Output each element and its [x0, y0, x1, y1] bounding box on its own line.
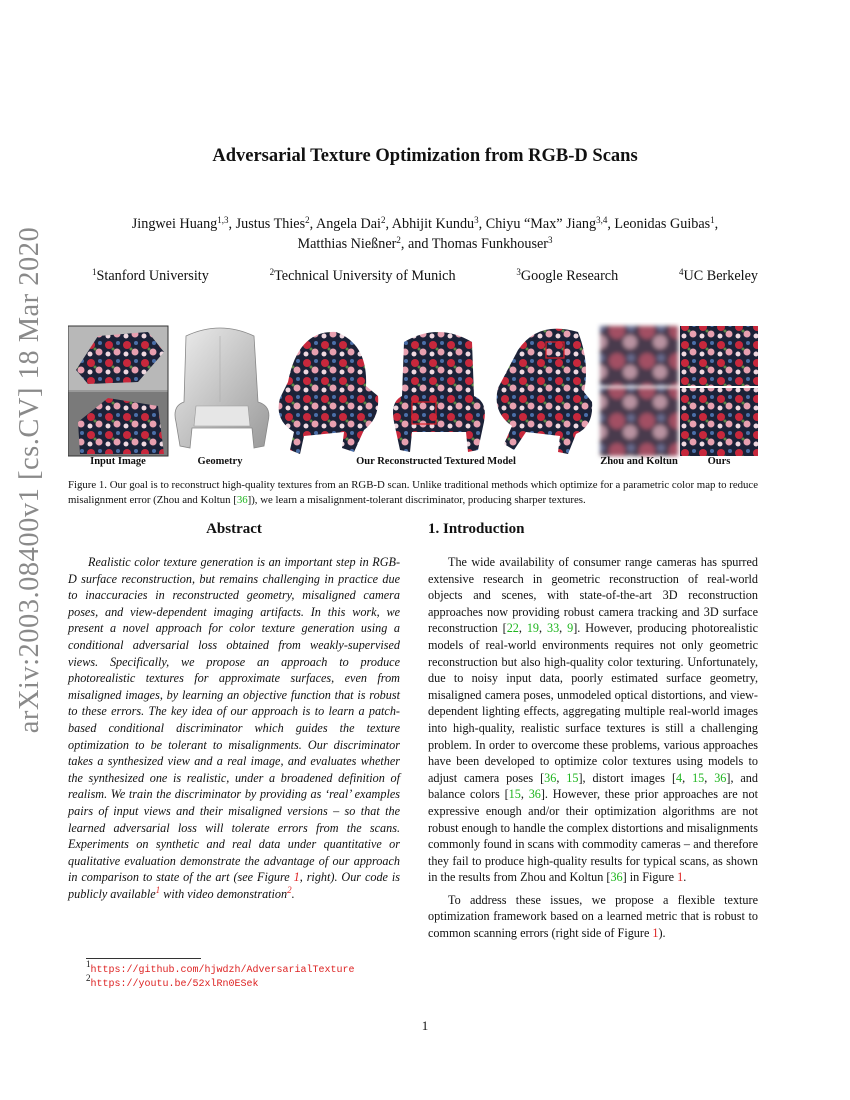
geometry-chair — [175, 328, 269, 448]
abstract-body: Realistic color texture generation is an important step in RGB-D surface reconstruction, but remains challenging in practice due to inaccuracies in reconstructed geometry, misaligned camera poses, and view-dependent imaging artifacts. In this work, we present a novel approach for color texture generation using a conditional adversarial loss obtained from weakly-supervised views. Specifically, we propose an approach to produce photorealistic textures for approximate surfaces, even from misaligned images, by learning an objective function that is robust to these errors. The key idea of our approach is to learn a patch-based conditional discriminator which guides the texture optimization to be tolerant to misalignments. Our discriminator takes a synthesized view and a real image, and evaluates whether the synthesized one is realistic, under a broadened definition of realism. We train the discriminator by providing as ‘real’ examples pairs of input views and their misaligned versions – so that the learned adversarial loss will tolerate errors from the scans. Experiments on synthetic and real data under quantitative or qualitative evaluation demonstrate the advantage of our approach in comparison to state of the art (see Figure 1, right). Our code is publicly available$^1$ with video demonstration$^2$. — [68, 555, 400, 901]
figure-ref-link[interactable]: 1 — [677, 870, 684, 885]
textured-chair-2 — [393, 332, 485, 452]
arxiv-sidebar — [10, 226, 50, 734]
paper-title: Adversarial Texture Optimization from RGB-D Scans — [212, 146, 638, 166]
author: Angela Dai$^2$, — [315, 215, 392, 232]
footnote-ref-1[interactable]: 1 — [155, 884, 161, 895]
footnote-2: $^2$https://youtu.be/52xlRn0ESek — [86, 973, 259, 990]
footnote-1: $^1$https://github.com/hjwdzh/AdversarialTexture — [86, 959, 355, 976]
affiliation: $^1$Stanford University — [92, 267, 209, 284]
citation-link[interactable]: 36 — [714, 770, 727, 785]
citation-link[interactable]: 9 — [567, 621, 574, 636]
author: Thomas Funkhouser$^3$ — [431, 235, 553, 252]
affiliations — [70, 268, 780, 285]
footnote-divider — [86, 958, 201, 959]
author: Matthias Nießner$^2$, and — [297, 235, 432, 252]
citation-link[interactable]: 36 — [236, 494, 248, 506]
citation-link[interactable]: 15 — [692, 770, 705, 785]
figure-1 — [68, 322, 758, 472]
citation-link[interactable]: 36 — [528, 787, 541, 802]
citation-link[interactable]: 36 — [610, 870, 623, 885]
label-zhou-koltun: Zhou and Koltun — [600, 456, 678, 467]
label-reconstructed: Our Reconstructed Textured Model — [356, 456, 516, 467]
label-input-image: Input Image — [90, 456, 146, 467]
figure-1-graphic — [68, 322, 758, 472]
footnote-url[interactable]: https://youtu.be/52xlRn0ESek — [90, 979, 259, 990]
figure-ref-link[interactable]: 1 — [293, 870, 300, 885]
author: Abhijit Kundu$^3$, — [391, 215, 486, 232]
affiliation: $^3$Google Research — [516, 267, 619, 284]
author: Jingwei Huang$^{1,3}$, — [131, 215, 236, 232]
abstract-heading: Abstract — [206, 521, 262, 537]
introduction-heading: 1. Introduction — [428, 521, 525, 537]
label-geometry: Geometry — [197, 456, 243, 467]
arxiv-id: arXiv:2003.08400v1 [cs.CV] 18 Mar 2020 — [14, 226, 45, 734]
affiliation: $^2$Technical University of Munich — [269, 267, 456, 284]
introduction-body — [428, 554, 758, 948]
author: Leonidas Guibas$^1$, — [614, 215, 719, 232]
textured-chair-1 — [279, 332, 379, 454]
intro-paragraph-2: To address these issues, we propose a flexible texture optimization framework based on a learned metric that is robust to common scanning errors (right side of Figure 1). — [428, 892, 758, 941]
footnote-url[interactable]: https://github.com/hjwdzh/AdversarialTexture — [90, 965, 355, 976]
label-ours: Ours — [707, 456, 731, 467]
citation-link[interactable]: 19 — [526, 621, 540, 636]
citation-link[interactable]: 4 — [676, 770, 683, 785]
citation-link[interactable]: 15 — [566, 770, 579, 785]
zhou-koltun-crop-top — [600, 326, 678, 386]
zhou-koltun-crop-bottom — [600, 388, 678, 456]
footnote-ref-2[interactable]: 2 — [287, 884, 292, 895]
intro-paragraph-1: The wide availability of consumer range cameras has spurred extensive research in geometric reconstruction of real-world objects and scenes, with state-of-the-art 3D reconstruction approaches now providing robust camera tracking and 3D surface reconstruction [22, 19, 33, 9]. However, producing photorealistic models of real-world environments requires not only geometric reconstruction but also high-quality color texturing. Unfortunately, due to noisy input data, poorly estimated surface geometry, misaligned camera poses, unmodeled optical distortions, and view-dependent lighting effects, aggregating multiple real-world images into high-quality, realistic surface textures is still a challenging problem. In order to overcome these problems, various approaches have been developed to optimize color textures using models to adjust camera poses [36, 15], distort images [4, 15, 36], and balance colors [15, 36]. However, these prior approaches are not expressive enough and/or their optimization algorithms are not robust enough to handle the complex distortions and misalignments commonly found in scans with commodity cameras – and therefore they fail to produce high-quality results for typical scans, as shown in the results from Zhou and Koltun [36] in Figure 1. — [428, 555, 758, 885]
author: Chiyu “Max” Jiang$^{3,4}$, — [485, 215, 615, 232]
input-image-top — [68, 326, 168, 390]
ours-crop-bottom — [680, 388, 758, 456]
author-list — [70, 214, 780, 254]
author: Justus Thies$^2$, — [235, 215, 316, 232]
input-image-bottom — [68, 392, 168, 456]
ours-crop-top — [680, 326, 758, 386]
page-number: 1 — [421, 1018, 429, 1033]
citation-link[interactable]: 33 — [546, 621, 560, 636]
textured-chair-3 — [497, 329, 593, 454]
citation-link[interactable]: 22 — [506, 621, 519, 636]
citation-link[interactable]: 36 — [544, 770, 557, 785]
figure-ref-link[interactable]: 1 — [652, 926, 659, 941]
figure-caption: Figure 1. Our goal is to reconstruct high-quality textures from an RGB-D scan. Unlike traditional methods which optimize for a parametric color map to reduce misalignment error (Zhou and Koltun [36]), we learn a misalignment-tolerant discriminator, producing sharper textures. — [68, 479, 758, 506]
citation-link[interactable]: 15 — [508, 787, 521, 802]
affiliation: $^4$UC Berkeley — [679, 267, 758, 284]
